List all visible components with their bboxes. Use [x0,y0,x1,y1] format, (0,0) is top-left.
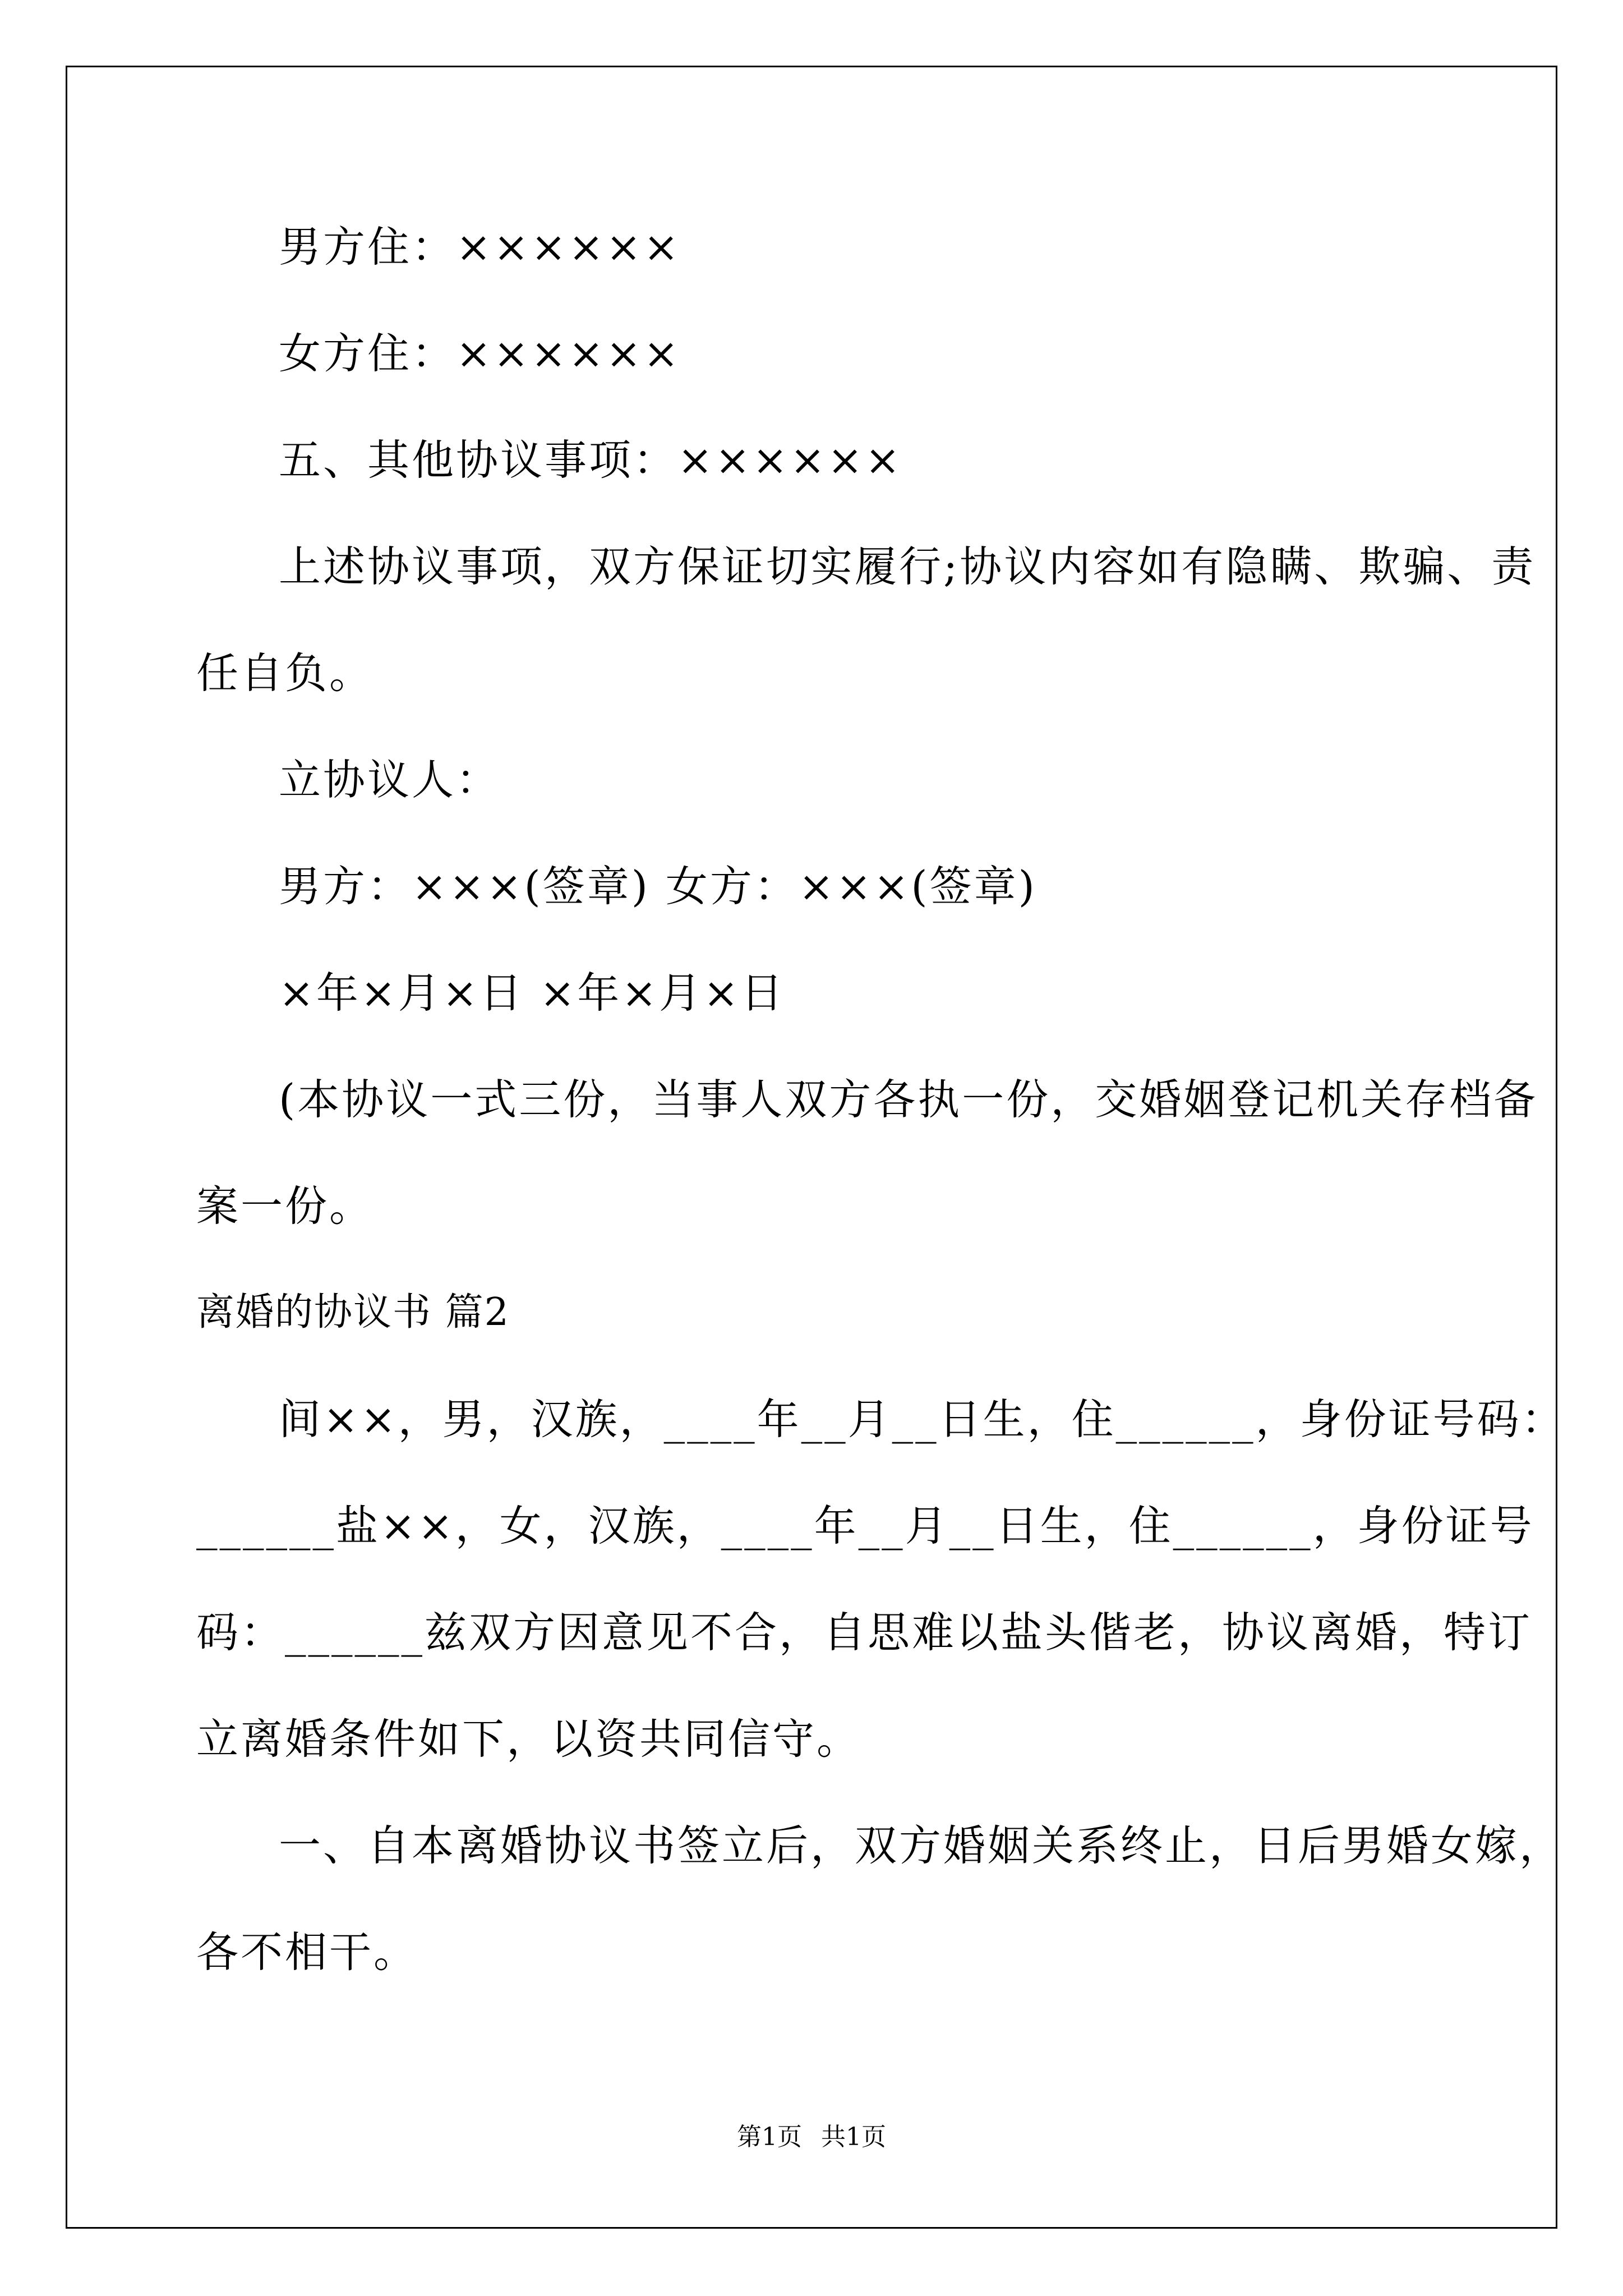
text-line: 男方：×××(签章) 女方：×××(签章) [279,862,1037,911]
page-total: 共1页 [821,2123,886,2151]
page-footer [0,2120,1623,2154]
text-line: 立离婚条件如下，以资共同信守。 [196,1714,861,1764]
text-line: 女方住：×××××× [279,329,681,378]
text-line: 各不相干。 [196,1927,418,1977]
text-line: ______盐××，女，汉族，____年__月__日生，住______，身份证号 [196,1501,1534,1550]
text-line: 任自负。 [196,648,374,698]
text-line: ×年×月×日 ×年×月×日 [279,968,785,1018]
text-line: 男方住：×××××× [279,222,681,272]
text-line: 一、自本离婚协议书签立后，双方婚姻关系终止，日后男婚女嫁， [279,1821,1564,1870]
text-line: 上述协议事项，双方保证切实履行;协议内容如有隐瞒、欺骗、责 [279,542,1536,591]
text-line: 五、其他协议事项：×××××× [279,435,903,485]
page-border [66,66,1557,2229]
text-line: 间××，男，汉族，____年__月__日生，住______，身份证号码： [279,1395,1566,1444]
section-heading: 离婚的协议书 篇2 [196,1290,510,1335]
text-line: 立协议人： [279,755,501,804]
text-line: 码：______兹双方因意见不合，自思难以盐头偕老，协议离婚，特订 [196,1608,1533,1657]
page-number: 第1页 [737,2123,802,2151]
text-line: 案一份。 [196,1181,374,1231]
text-line: (本协议一式三份，当事人双方各执一份，交婚姻登记机关存档备 [279,1075,1538,1124]
